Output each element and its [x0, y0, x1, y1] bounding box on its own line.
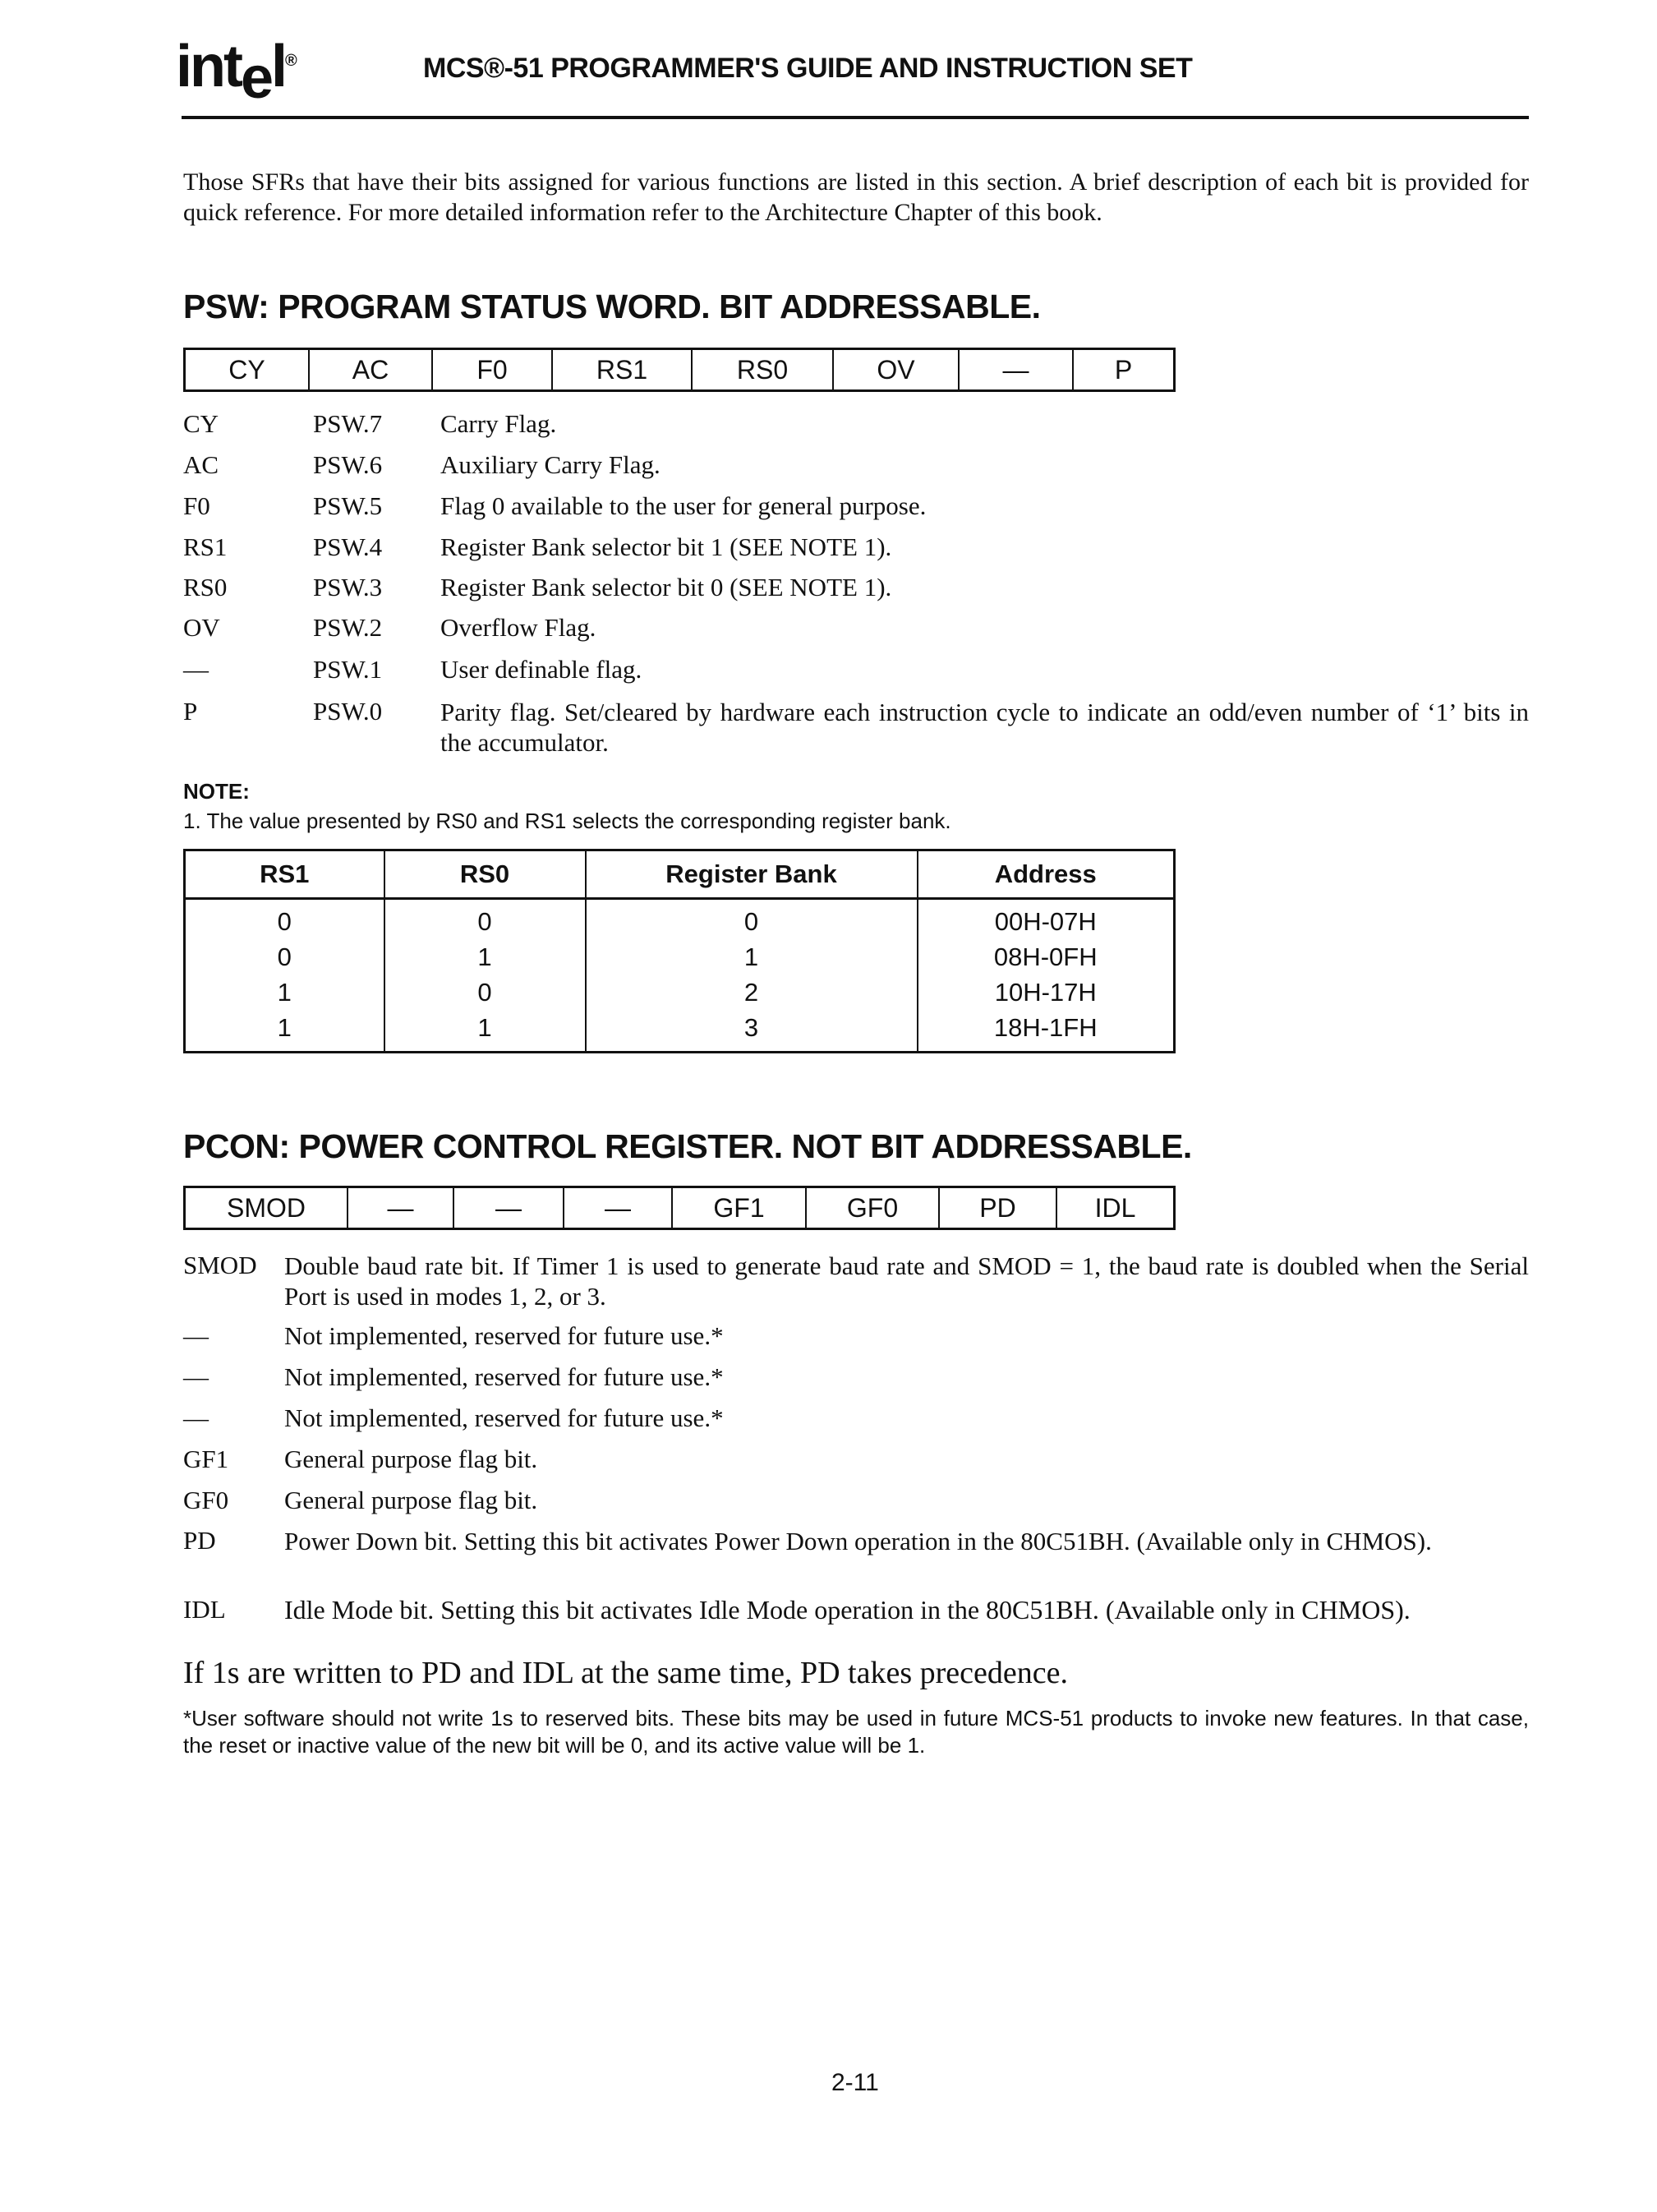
- pcon-bit: —: [454, 1188, 564, 1228]
- psw-sym: RS0: [183, 573, 228, 601]
- register-bank-table: [183, 849, 1176, 1053]
- cell: 0: [185, 939, 384, 975]
- pcon-sym: GF1: [183, 1445, 229, 1473]
- pcon-desc: General purpose flag bit.: [284, 1445, 538, 1473]
- pcon-sym: SMOD: [183, 1251, 257, 1279]
- table-row: [185, 1010, 1175, 1053]
- cell: 1: [185, 1010, 384, 1053]
- intel-logo: intel®: [176, 34, 295, 111]
- pcon-heading: PCON: POWER CONTROL REGISTER. NOT BIT ADDRESSABLE.: [183, 1127, 1192, 1165]
- psw-desc: Parity flag. Set/cleared by hardware each instruction cycle to indicate an odd/even number of ‘1’ bits in the accumulator.: [440, 698, 1529, 757]
- cell: 00H-07H: [918, 899, 1175, 940]
- psw-desc: Register Bank selector bit 0 (SEE NOTE 1).: [440, 573, 892, 601]
- pcon-sym: GF0: [183, 1486, 229, 1514]
- cell: 1: [384, 1010, 586, 1053]
- cell: 1: [185, 975, 384, 1010]
- pcon-desc: Not implemented, reserved for future use.*: [284, 1321, 724, 1350]
- pcon-desc: Power Down bit. Setting this bit activates Power Down operation in the 80C51BH. (Available only in CHMOS).: [284, 1527, 1432, 1555]
- pcon-desc: General purpose flag bit.: [284, 1486, 538, 1514]
- note-label: NOTE:: [183, 779, 250, 804]
- pcon-bit: IDL: [1094, 1192, 1136, 1223]
- pcon-bit: SMOD: [186, 1188, 348, 1228]
- cell: 1: [586, 939, 918, 975]
- column-header: RS1: [185, 850, 384, 899]
- psw-desc: Register Bank selector bit 1 (SEE NOTE 1).: [440, 532, 892, 561]
- pcon-bit: —: [564, 1188, 673, 1228]
- page-number: 2-11: [831, 2069, 879, 2096]
- pcon-sym: PD: [183, 1526, 216, 1555]
- psw-sym: P: [183, 697, 198, 726]
- pcon-desc: Not implemented, reserved for future use.*: [284, 1403, 724, 1432]
- column-header: Address: [918, 850, 1175, 899]
- pcon-sym: —: [183, 1362, 209, 1391]
- psw-bit: RS0: [693, 350, 834, 389]
- psw-bit: P: [1114, 354, 1133, 385]
- psw-pos: PSW.5: [313, 491, 383, 520]
- psw-pos: PSW.2: [313, 613, 383, 642]
- psw-sym: AC: [183, 450, 219, 479]
- psw-desc: Auxiliary Carry Flag.: [440, 450, 660, 479]
- psw-sym: CY: [183, 409, 219, 438]
- psw-pos: PSW.1: [313, 655, 383, 684]
- psw-desc: User definable flag.: [440, 655, 642, 684]
- pcon-sym: —: [183, 1321, 209, 1350]
- cell: 0: [185, 899, 384, 940]
- cell: 10H-17H: [918, 975, 1175, 1010]
- psw-pos: PSW.4: [313, 532, 383, 561]
- reserved-bits-footnote: *User software should not write 1s to reserved bits. These bits may be used in future MCS-51 products to invoke new features. In that case, the reset or inactive value of the new bit will be 0, and its active value will be 1.: [183, 1706, 1529, 1758]
- intro-paragraph: Those SFRs that have their bits assigned for various functions are listed in this section. A brief description of each bit is provided for quick reference. For more detailed information refer to the Architecture Chapter of this book.: [183, 168, 1529, 226]
- psw-desc: Overflow Flag.: [440, 613, 596, 642]
- psw-sym: —: [183, 655, 209, 684]
- psw-pos: PSW.7: [313, 409, 383, 438]
- table-row: [185, 899, 1175, 940]
- cell: 0: [586, 899, 918, 940]
- page-header-title: MCS®-51 PROGRAMMER'S GUIDE AND INSTRUCTION SET: [423, 53, 1193, 84]
- table-header-row: [185, 850, 1175, 899]
- psw-bit: F0: [433, 350, 553, 389]
- psw-bit: AC: [310, 350, 433, 389]
- table-row: [185, 975, 1175, 1010]
- pcon-bit: PD: [940, 1188, 1057, 1228]
- cell: 0: [384, 899, 586, 940]
- column-header: RS0: [384, 850, 586, 899]
- table-row: [185, 939, 1175, 975]
- pcon-desc: Not implemented, reserved for future use.*: [284, 1362, 724, 1391]
- psw-sym: RS1: [183, 532, 228, 561]
- pcon-bit: GF1: [673, 1188, 807, 1228]
- psw-bit: CY: [186, 350, 310, 389]
- pcon-bit: —: [348, 1188, 454, 1228]
- pcon-desc: Idle Mode bit. Setting this bit activates Idle Mode operation in the 80C51BH. (Available only in CHMOS).: [284, 1595, 1411, 1624]
- column-header: Register Bank: [586, 850, 918, 899]
- psw-pos: PSW.3: [313, 573, 383, 601]
- cell: 08H-0FH: [918, 939, 1175, 975]
- cell: 1: [384, 939, 586, 975]
- psw-desc: Carry Flag.: [440, 409, 557, 438]
- psw-bit: —: [960, 350, 1074, 389]
- psw-bit: OV: [834, 350, 960, 389]
- psw-pos: PSW.6: [313, 450, 383, 479]
- cell: 2: [586, 975, 918, 1010]
- psw-sym: OV: [183, 613, 220, 642]
- header-rule: [182, 116, 1529, 119]
- pcon-sym: —: [183, 1403, 209, 1432]
- pcon-bit: GF0: [807, 1188, 940, 1228]
- cell: 0: [384, 975, 586, 1010]
- psw-pos: PSW.0: [313, 697, 383, 726]
- pcon-desc: Double baud rate bit. If Timer 1 is used to generate baud rate and SMOD = 1, the baud rate is doubled when the Serial Port is used in modes 1, 2, or 3.: [284, 1251, 1529, 1311]
- precedence-note: If 1s are written to PD and IDL at the same time, PD takes precedence.: [183, 1656, 1068, 1690]
- note-text: 1. The value presented by RS0 and RS1 selects the corresponding register bank.: [183, 809, 951, 833]
- cell: 3: [586, 1010, 918, 1053]
- psw-bit: RS1: [553, 350, 693, 389]
- psw-bit-diagram: [183, 348, 1176, 392]
- psw-sym: F0: [183, 491, 210, 520]
- pcon-sym: IDL: [183, 1595, 226, 1624]
- cell: 18H-1FH: [918, 1010, 1175, 1053]
- psw-heading: PSW: PROGRAM STATUS WORD. BIT ADDRESSABLE.: [183, 288, 1041, 325]
- pcon-bit-diagram: [183, 1186, 1176, 1230]
- psw-desc: Flag 0 available to the user for general purpose.: [440, 491, 927, 520]
